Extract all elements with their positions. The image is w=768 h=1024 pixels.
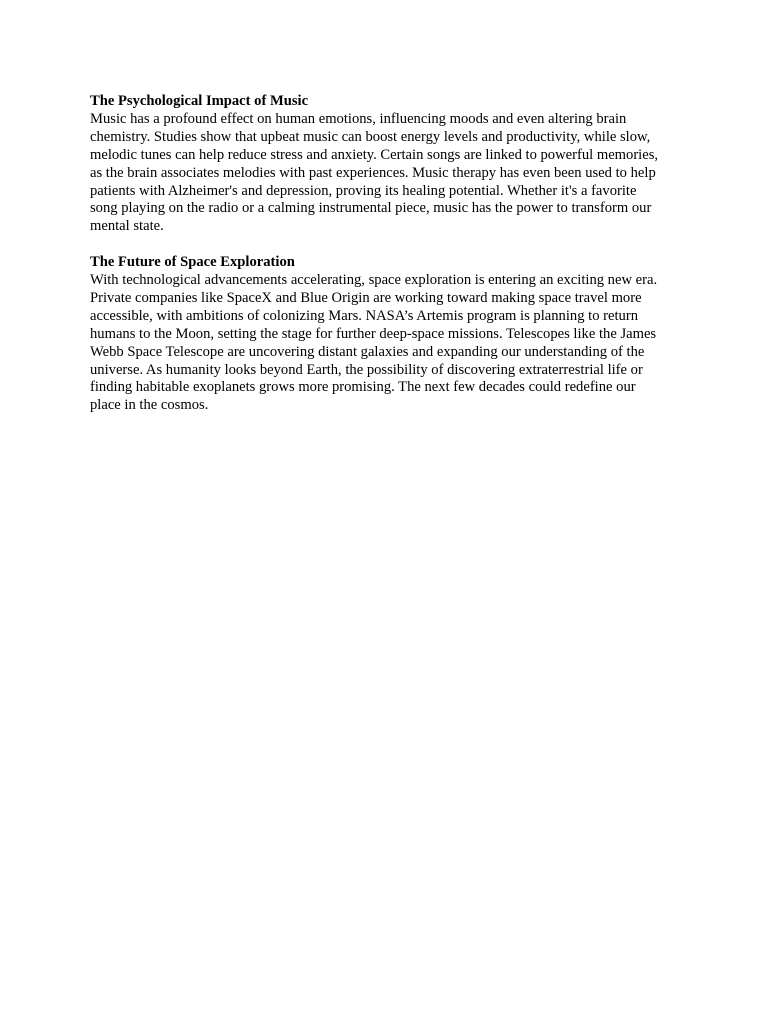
paragraph-line: Private companies like SpaceX and Blue Origin are working toward making space travel more xyxy=(90,289,642,306)
section-music xyxy=(90,93,690,236)
paragraph-line: as the brain associates melodies with past experiences. Music therapy has even been used to help xyxy=(90,164,656,181)
paragraph-line: chemistry. Studies show that upbeat music can boost energy levels and productivity, while slow, xyxy=(90,128,651,145)
section-heading: The Psychological Impact of Music xyxy=(90,93,309,109)
paragraph-line: place in the cosmos. xyxy=(90,397,209,414)
paragraph-line: With technological advancements accelerating, space exploration is entering an exciting new era. xyxy=(90,272,658,289)
paragraph-line: mental state. xyxy=(90,218,164,235)
paragraph-line: patients with Alzheimer's and depression, proving its healing potential. Whether it's a favorite xyxy=(90,182,637,199)
paragraph-line: humans to the Moon, setting the stage for further deep-space missions. Telescopes like the James xyxy=(90,325,657,342)
section-space xyxy=(90,254,690,415)
section-heading: The Future of Space Exploration xyxy=(90,254,295,271)
paragraph-line: song playing on the radio or a calming instrumental piece, music has the power to transform our xyxy=(90,200,652,217)
paragraph-line: Webb Space Telescope are uncovering distant galaxies and expanding our understanding of the xyxy=(90,343,645,360)
paragraph-line: Music has a profound effect on human emotions, influencing moods and even altering brain xyxy=(90,110,627,127)
paragraph-line: melodic tunes can help reduce stress and anxiety. Certain songs are linked to powerful memories, xyxy=(90,146,659,163)
paragraph-line: universe. As humanity looks beyond Earth, the possibility of discovering extraterrestrial life or xyxy=(90,361,643,378)
document-body xyxy=(90,93,690,415)
paragraph-line: accessible, with ambitions of colonizing Mars. NASA’s Artemis program is planning to return xyxy=(90,307,638,324)
paragraph-line: finding habitable exoplanets grows more promising. The next few decades could redefine our xyxy=(90,379,636,396)
